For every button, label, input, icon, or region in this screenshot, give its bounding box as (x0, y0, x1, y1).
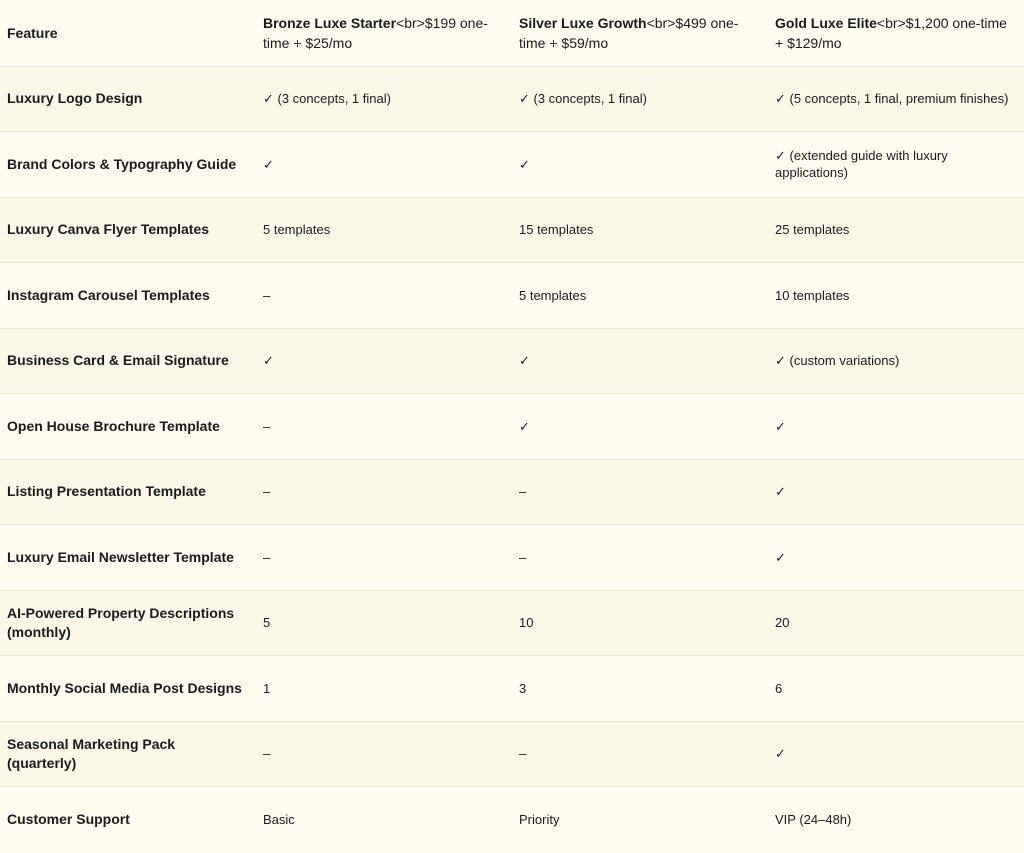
value-cell-gold: ✓ (768, 721, 1024, 787)
value-cell-silver: Priority (519, 812, 560, 827)
table-row (0, 263, 1024, 329)
value-cell-silver: 10 (512, 590, 768, 656)
feature-name: Business Card & Email Signature (0, 328, 256, 394)
value-cell-gold: 25 templates (768, 197, 1024, 263)
feature-name: Seasonal Marketing Pack (quarterly) (0, 721, 256, 787)
value-cell-bronze: – (256, 263, 512, 329)
tier-name: Silver Luxe Growth (519, 14, 647, 31)
value-cell-silver: – (512, 721, 768, 787)
table-row (0, 132, 1024, 198)
feature-name: Luxury Email Newsletter Template (0, 525, 256, 591)
feature-name: Luxury Logo Design (0, 66, 256, 132)
tier-header-bronze (256, 0, 512, 66)
value-cell-silver: ✓ (512, 328, 768, 394)
table-row (0, 197, 1024, 263)
feature-column-header: Feature (0, 0, 256, 66)
value-cell-silver: 5 templates (512, 263, 768, 329)
table-header-row (0, 0, 1024, 66)
value-cell-bronze: – (256, 525, 512, 591)
tier-price: $1,200 one-time + $129/mo (775, 14, 1007, 51)
value-cell-bronze: 5 templates (256, 197, 512, 263)
feature-name: Luxury Canva Flyer Templates (0, 197, 256, 263)
value-cell-gold: ✓ (768, 525, 1024, 591)
value-cell-gold: 20 (768, 590, 1024, 656)
tier-name: Gold Luxe Elite (775, 14, 877, 31)
tier-header-silver (512, 0, 768, 66)
tier-price: $499 one-time + $59/mo (519, 14, 739, 51)
feature-name: Listing Presentation Template (0, 459, 256, 525)
value-cell-bronze: 5 (256, 590, 512, 656)
value-cell-gold: ✓ (custom variations) (768, 328, 1024, 394)
feature-name: Instagram Carousel Templates (0, 263, 256, 329)
value-cell-bronze: – (256, 721, 512, 787)
table-row (0, 787, 1024, 853)
table-row (0, 459, 1024, 525)
tier-separator: <br> (876, 14, 906, 31)
value-cell-gold: ✓ (768, 459, 1024, 525)
value-cell-silver: – (512, 525, 768, 591)
tier-price: $199 one-time + $25/mo (263, 14, 488, 51)
table-row (0, 656, 1024, 722)
value-cell-gold: ✓ (768, 394, 1024, 460)
value-cell-bronze: ✓ (256, 132, 512, 198)
table-row (0, 721, 1024, 787)
value-cell-silver: ✓ (3 concepts, 1 final) (512, 66, 768, 132)
table-row (0, 66, 1024, 132)
value-cell-gold: 6 (768, 656, 1024, 722)
value-cell-bronze: – (256, 459, 512, 525)
tier-separator: <br> (646, 14, 676, 31)
table-row (0, 525, 1024, 591)
table-body (0, 66, 1024, 852)
value-cell-silver: ✓ (512, 394, 768, 460)
value-cell-gold: 10 templates (768, 263, 1024, 329)
value-cell-bronze: ✓ (3 concepts, 1 final) (256, 66, 512, 132)
value-cell-silver: ✓ (512, 132, 768, 198)
value-cell-bronze: ✓ (256, 328, 512, 394)
value-cell-bronze: Basic (263, 812, 295, 827)
feature-name: Monthly Social Media Post Designs (0, 656, 256, 722)
value-cell-gold: ✓ (extended guide with luxury applications) (768, 132, 1024, 198)
value-cell-gold: ✓ (5 concepts, 1 final, premium finishes) (768, 66, 1024, 132)
tier-separator: <br> (396, 14, 425, 31)
value-cell-silver: – (512, 459, 768, 525)
tier-header-gold (768, 0, 1024, 66)
value-cell-gold: VIP (24–48h) (775, 812, 852, 827)
table-row (0, 590, 1024, 656)
feature-name: Customer Support (7, 811, 130, 827)
feature-name: AI-Powered Property Descriptions (monthly) (0, 590, 256, 656)
value-cell-bronze: 1 (256, 656, 512, 722)
value-cell-silver: 15 templates (512, 197, 768, 263)
value-cell-silver: 3 (512, 656, 768, 722)
tier-name: Bronze Luxe Starter (263, 14, 397, 31)
feature-name: Open House Brochure Template (0, 394, 256, 460)
value-cell-bronze: – (256, 394, 512, 460)
table-row (0, 328, 1024, 394)
feature-name: Brand Colors & Typography Guide (0, 132, 256, 198)
table-row (0, 394, 1024, 460)
